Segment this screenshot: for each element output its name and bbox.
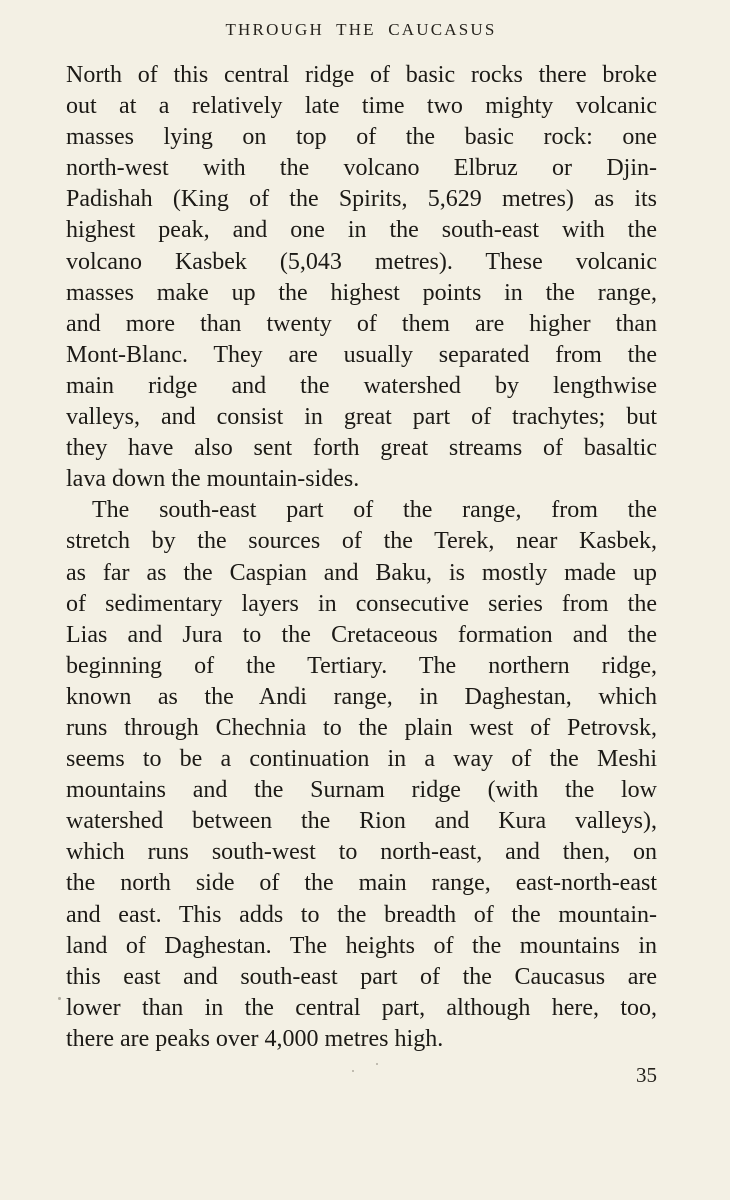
paragraph-2-line-18: there are peaks over 4,000 metres high. [66,1025,444,1052]
running-head: THROUGH THE CAUCASUS [225,20,497,39]
paper-speck [352,1070,354,1072]
paragraph-1-line-9: and more than twenty of them are higher than [66,310,657,337]
paragraph-1-line-8: masses make up the highest points in the range, [66,279,657,306]
paragraph-1-line-13: they have also sent forth great streams of basaltic [66,435,657,462]
paragraph-2-line-9: seems to be a continuation in a way of the Meshi [66,746,657,773]
paragraph-2-line-7: known as the Andi range, in Daghestan, which [66,683,657,710]
paragraph-1-line-6: highest peak, and one in the south-east with the [66,217,657,244]
paragraph-2-line-2: stretch by the sources of the Terek, near Kasbek, [66,528,657,555]
paragraph-1-line-5: Padishah (King of the Spirits, 5,629 metres) as its [66,186,657,213]
paragraph-2-line-12: which runs south-west to north-east, and then, on [66,839,657,866]
paragraph-2-line-17: lower than in the central part, although here, too, [66,994,657,1021]
paragraph-1-line-1: North of this central ridge of basic rocks there broke [66,62,657,88]
paragraph-2-line-11: watershed between the Rion and Kura valleys), [66,808,657,835]
paragraph-1-line-14: lava down the mountain-sides. [66,466,360,493]
paragraph-2-line-8: runs through Chechnia to the plain west of Petrovsk, [66,714,657,741]
paragraph-2-line-10: mountains and the Surnam ridge (with the low [66,777,657,804]
paragraph-1-line-7: volcano Kasbek (5,043 metres). These volcanic [66,248,657,275]
paragraph-2-line-3: as far as the Caspian and Baku, is mostly made up [66,559,657,586]
paper-speck [376,1063,378,1065]
paragraph-1-line-12: valleys, and consist in great part of trachytes; but [66,404,657,431]
paragraph-1-line-10: Mont-Blanc. They are usually separated from the [66,341,657,368]
paragraph-1-line-3: masses lying on top of the basic rock: one [66,124,657,151]
paper-speck [58,997,61,1000]
paragraph-1-line-11: main ridge and the watershed by lengthwise [66,372,657,399]
page-number: 35 [636,1063,657,1087]
paragraph-1-line-2: out at a relatively late time two mighty volcanic [66,93,657,120]
paragraph-2-line-4: of sedimentary layers in consecutive series from the [66,590,657,617]
paragraph-2-line-15: land of Daghestan. The heights of the mountains in [66,932,657,959]
paragraph-2-line-14: and east. This adds to the breadth of the mountain- [66,901,657,928]
paragraph-2-line-5: Lias and Jura to the Cretaceous formation and the [66,621,657,648]
paragraph-2-line-6: beginning of the Tertiary. The northern ridge, [66,652,657,679]
paragraph-1-line-4: north-west with the volcano Elbruz or Djin- [66,155,657,182]
paragraph-2-line-13: the north side of the main range, east-north-east [66,870,657,897]
body-text [66,60,657,1055]
paragraph-2-line-16: this east and south-east part of the Caucasus are [66,963,657,990]
paragraph-2-line-1: The south-east part of the range, from the [92,497,657,524]
